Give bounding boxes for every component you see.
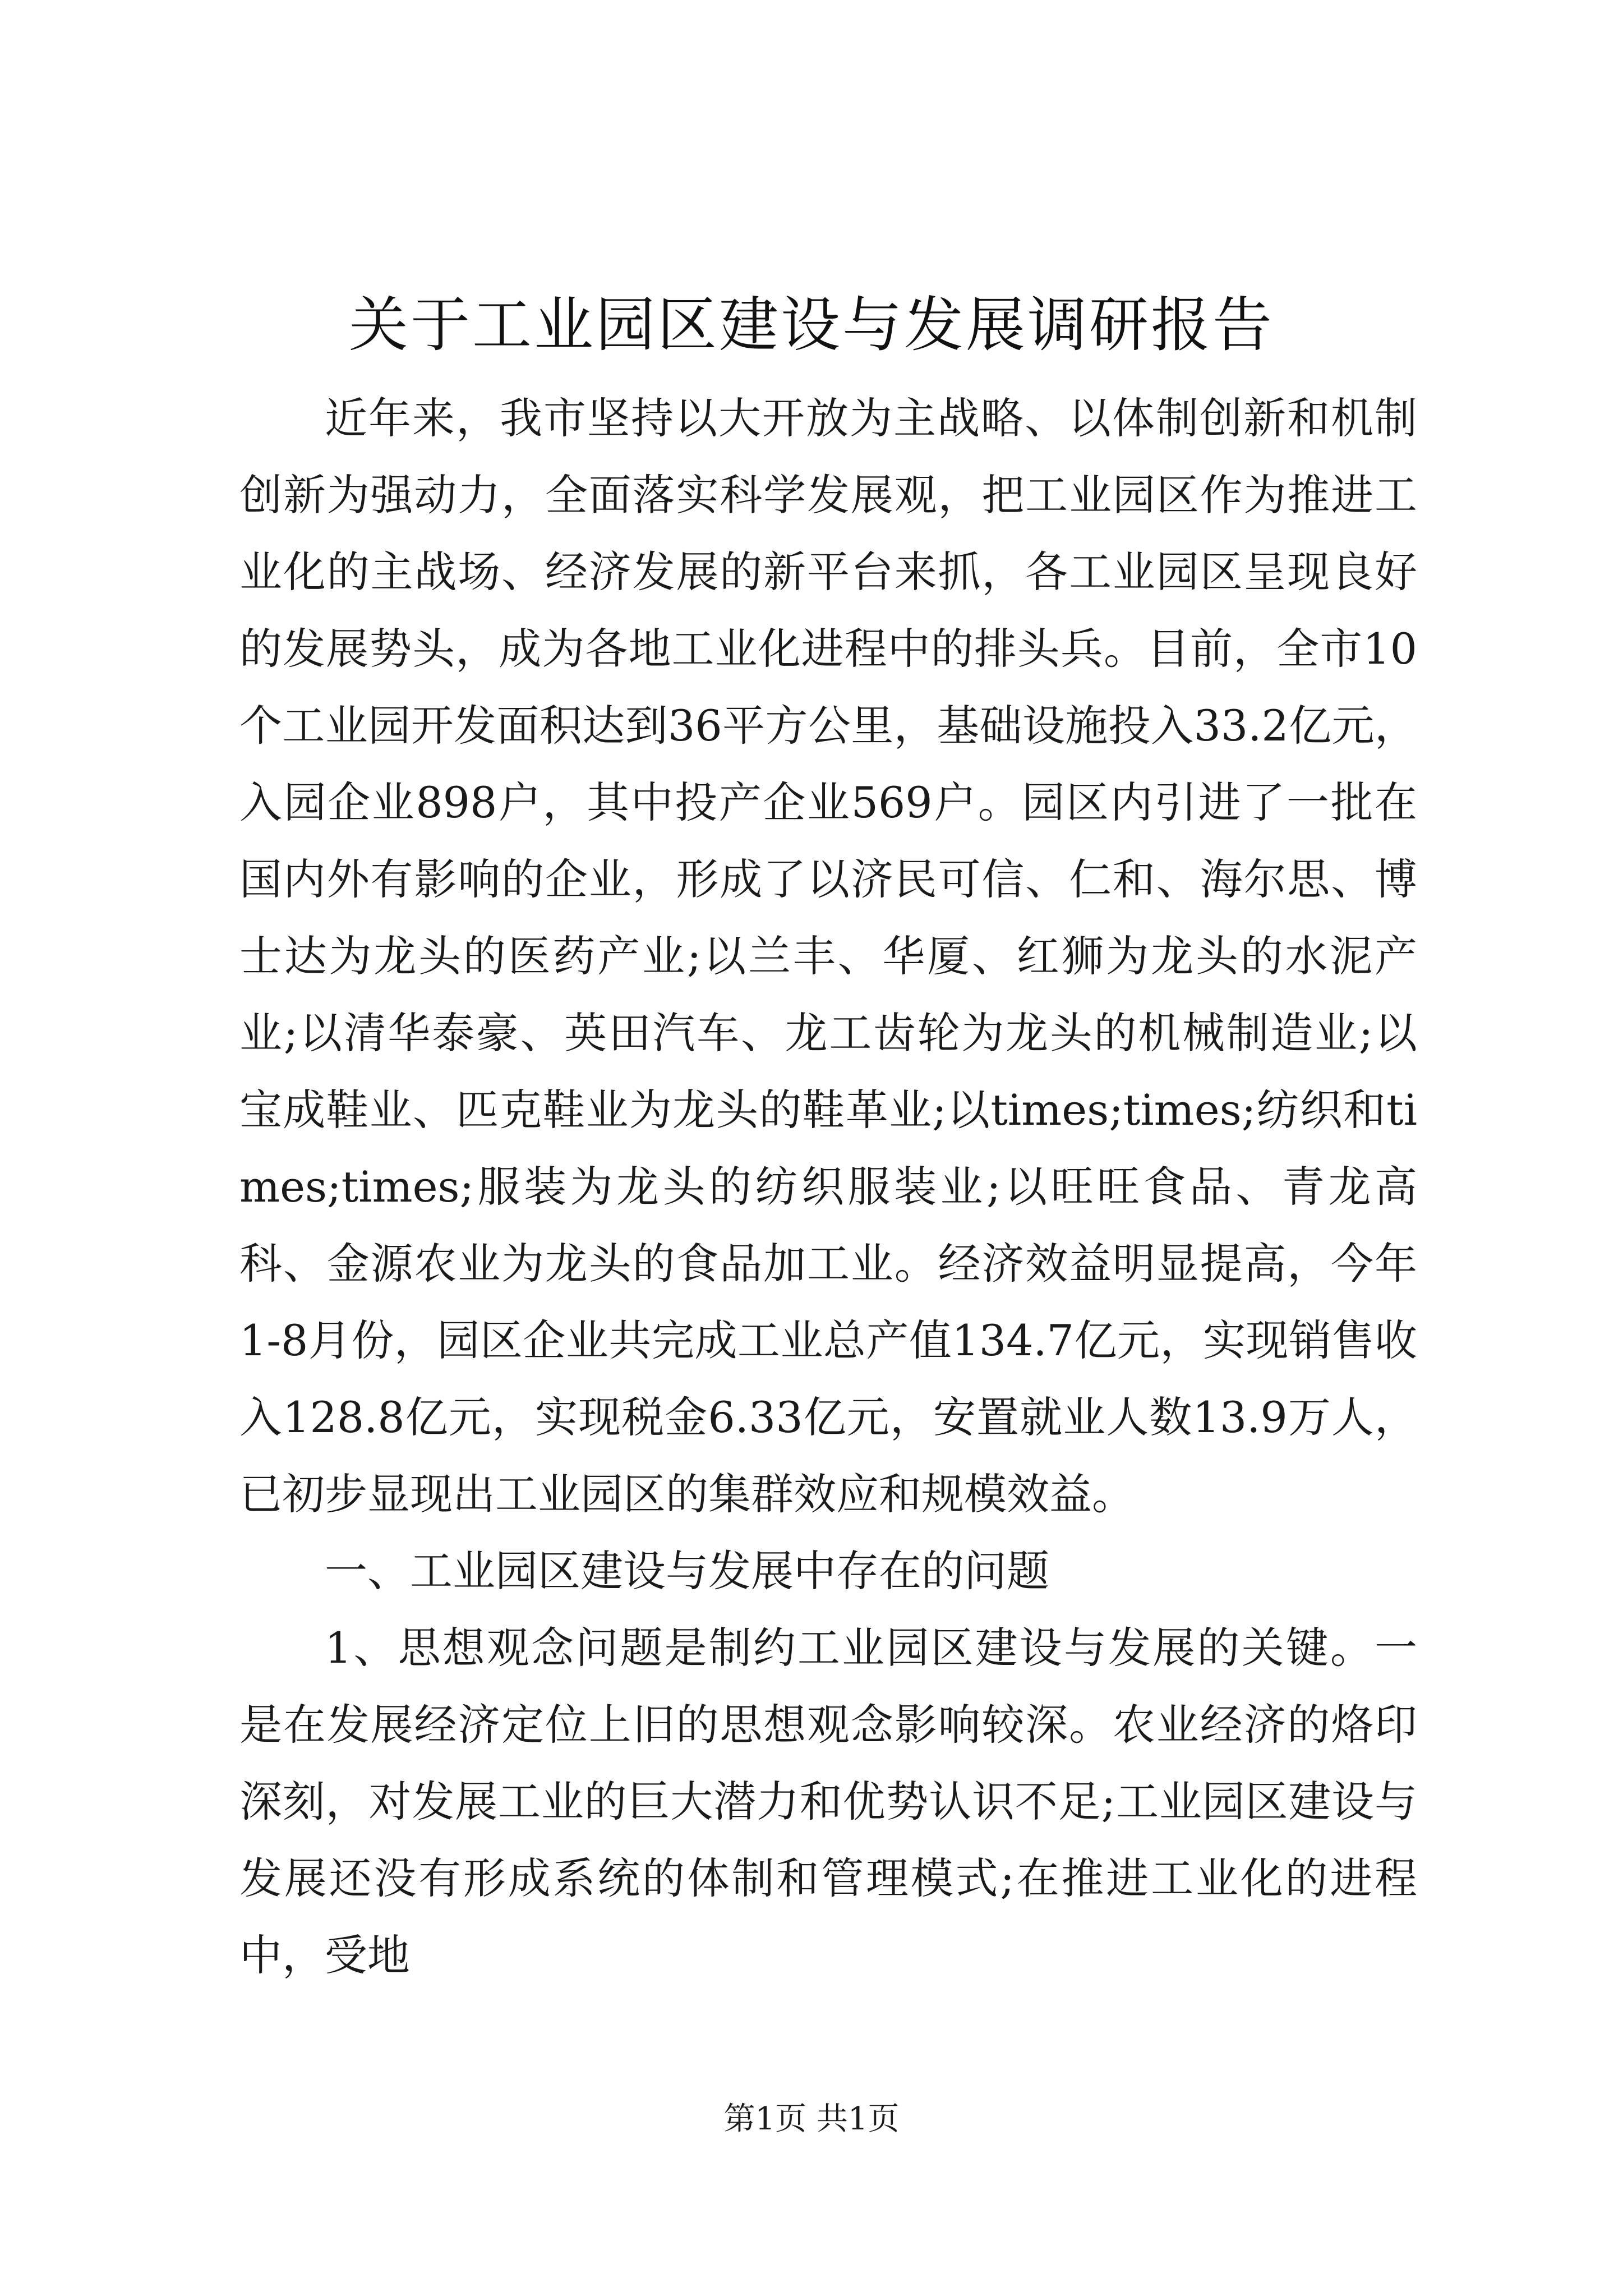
paragraph-problem-1: 1、思想观念问题是制约工业园区建设与发展的关键。一是在发展经济定位上旧的思想观念影响较深。农业经济的烙印深刻，对发展工业的巨大潜力和优势认识不足;工业园区建设与发展还没有形成系统的体制和管理模式;在推进工业化的进程中，受地: [239, 1623, 1417, 1980]
document-body: [239, 380, 1417, 1994]
section-heading-problems: 一、工业园区建设与发展中存在的问题: [325, 1546, 1049, 1596]
document-title: 关于工业园区建设与发展调研报告: [349, 291, 1274, 360]
paragraph-intro: 近年来，我市坚持以大开放为主战略、以体制创新和机制创新为强动力，全面落实科学发展观，把工业园区作为推进工业化的主战场、经济发展的新平台来抓，各工业园区呈现良好的发展势头，成为各地工业化进程中的排头兵。目前，全市10个工业园开发面积达到36平方公里，基础设施投入33.2亿元，入园企业898户，其中投产企业569户。园区内引进了一批在国内外有影响的企业，形成了以济民可信、仁和、海尔思、博士达为龙头的医药产业;以兰丰、华厦、红狮为龙头的水泥产业;以清华泰豪、英田汽车、龙工齿轮为龙头的机械制造业;以宝成鞋业、匹克鞋业为龙头的鞋革业;以times;times;纺织和times;times;服装为龙头的纺织服装业;以旺旺食品、青龙高科、金源农业为龙头的食品加工业。经济效益明显提高，今年1-8月份，园区企业共完成工业总产值134.7亿元，实现销售收入128.8亿元，实现税金6.33亿元，安置就业人数13.9万人，已初步显现出工业园区的集群效应和规模效益。: [239, 393, 1417, 1519]
page-number-footer: 第1页 共1页: [723, 2101, 900, 2137]
